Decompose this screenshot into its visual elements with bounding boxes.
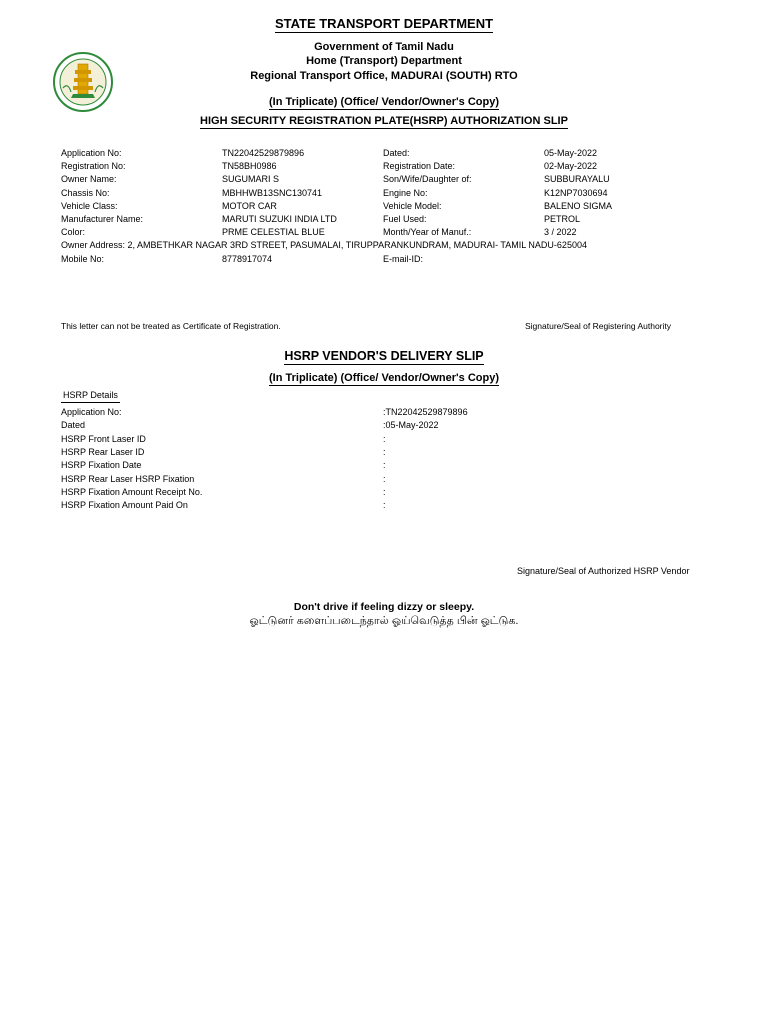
hsrp-detail-label: HSRP Fixation Amount Receipt No. (61, 486, 203, 497)
warning-english: Don't drive if feeling dizzy or sleepy. (293, 601, 475, 613)
hsrp-detail-value: : (383, 460, 386, 471)
hsrp-detail-value: :05-May-2022 (383, 420, 439, 431)
home-dept-line: Home (Transport) Department (306, 55, 462, 67)
detail-value: TN58BH0986 (222, 161, 277, 172)
hsrp-detail-label: HSRP Front Laser ID (61, 433, 146, 444)
detail-label: Manufacturer Name: (61, 214, 144, 224)
government-line: Government of Tamil Nadu (314, 41, 454, 53)
hsrp-detail-value: : (383, 500, 386, 511)
vendor-slip-title: HSRP VENDOR'S DELIVERY SLIP (284, 349, 484, 363)
detail-label: Vehicle Class: (61, 200, 118, 211)
hsrp-detail-label: Dated (61, 420, 86, 431)
detail-value: PRME CELESTIAL BLUE (222, 227, 325, 238)
registering-authority-signature: Signature/Seal of Registering Authority (525, 321, 672, 331)
department-title: STATE TRANSPORT DEPARTMENT (274, 16, 494, 31)
detail-value: 05-May-2022 (544, 148, 598, 158)
slip-title: HIGH SECURITY REGISTRATION PLATE(HSRP) AUTHORIZATION SLIP (200, 115, 568, 127)
detail-label: Fuel Used: (383, 214, 427, 224)
warning-tamil: ஓட்டுனர் களைப்படைந்தால் ஓய்வெடுத்த பின் ஓட்டுக. (249, 615, 519, 627)
vendor-copy-note: (In Triplicate) (Office/ Vendor/Owner's Copy) (269, 372, 499, 384)
detail-value: TN22042529879896 (222, 148, 305, 158)
detail-value: MARUTI SUZUKI INDIA LTD (222, 214, 337, 224)
disclaimer-text: This letter can not be treated as Certificate of Registration. (61, 321, 281, 331)
hsrp-detail-label: Application No: (61, 407, 122, 417)
mobile-value: 8778917074 (222, 254, 273, 264)
detail-value: MOTOR CAR (222, 200, 277, 211)
detail-value: BALENO SIGMA (544, 200, 613, 211)
hsrp-detail-value: : (383, 446, 386, 457)
rto-line: Regional Transport Office, MADURAI (SOUTH) RTO (250, 70, 518, 82)
detail-label: Application No: (61, 148, 122, 158)
detail-value: MBHHWB13SNC130741 (222, 187, 323, 198)
email-label: E-mail-ID: (383, 254, 423, 264)
detail-value: K12NP7030694 (544, 187, 608, 198)
hsrp-detail-label: HSRP Fixation Date (61, 460, 142, 471)
detail-value: SUBBURAYALU (544, 174, 610, 185)
detail-label: Color: (61, 227, 86, 238)
detail-label: Month/Year of Manuf.: (383, 227, 472, 238)
hsrp-detail-value: : (383, 433, 386, 444)
hsrp-detail-value: : (383, 473, 386, 484)
detail-label: Vehicle Model: (383, 200, 442, 211)
detail-label: Registration Date: (383, 161, 456, 172)
detail-label: Registration No: (61, 161, 126, 172)
detail-value: PETROL (544, 214, 581, 224)
hsrp-detail-value: :TN22042529879896 (383, 407, 468, 417)
detail-label: Chassis No: (61, 187, 110, 198)
detail-label: Engine No: (383, 187, 428, 198)
vendor-signature: Signature/Seal of Authorized HSRP Vendor (517, 566, 690, 576)
hsrp-detail-value: : (383, 486, 386, 497)
owner-address: Owner Address: 2, AMBETHKAR NAGAR 3RD STREET, PASUMALAI, TIRUPPARANKUNDRAM, MADURAI- TAMIL NADU-625004 (61, 240, 587, 250)
hsrp-detail-label: HSRP Rear Laser ID (61, 446, 145, 457)
hsrp-details-heading: HSRP Details (61, 390, 120, 403)
hsrp-detail-label: HSRP Rear Laser HSRP Fixation (61, 473, 195, 484)
hsrp-detail-label: HSRP Fixation Amount Paid On (61, 500, 188, 511)
detail-label: Dated: (383, 148, 410, 158)
detail-value: SUGUMARI S (222, 174, 280, 185)
copy-note: (In Triplicate) (Office/ Vendor/Owner's Copy) (269, 96, 499, 108)
detail-label: Owner Name: (61, 174, 117, 185)
detail-value: 02-May-2022 (544, 161, 598, 172)
mobile-label: Mobile No: (61, 254, 105, 264)
detail-value: 3 / 2022 (544, 227, 577, 238)
detail-label: Son/Wife/Daughter of: (383, 174, 472, 185)
